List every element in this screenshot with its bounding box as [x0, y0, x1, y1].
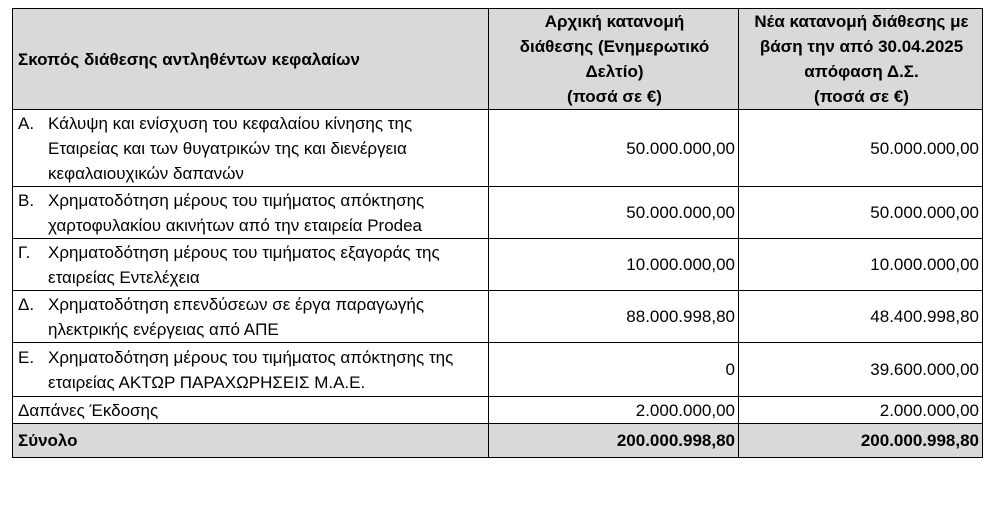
table-row [13, 187, 983, 239]
total-label: Σύνολο [13, 424, 489, 458]
item-description: Χρηματοδότηση επενδύσεων σε έργα παραγωγής ηλεκτρικής ενέργειας από ΑΠΕ [48, 294, 425, 339]
table-row [13, 239, 983, 291]
header-initial-line: Αρχική κατανομή [544, 12, 685, 31]
item-letter: Γ. [18, 242, 31, 262]
item-description: Κάλυψη και ενίσχυση του κεφαλαίου κίνησης της Εταιρείας και των θυγατρικών της και διενέργεια κεφαλαιουχικών δαπανών [48, 113, 413, 183]
header-new-line: απόφαση Δ.Σ. [804, 62, 919, 81]
allocation-table [12, 8, 983, 458]
new-amount: 50.000.000,00 [739, 187, 983, 239]
item-description: Χρηματοδότηση μέρους του τιμήματος εξαγοράς της εταιρείας Εντελέχεια [48, 242, 440, 287]
header-purpose: Σκοπός διάθεσης αντληθέντων κεφαλαίων [13, 9, 489, 110]
initial-amount: 88.000.998,80 [489, 291, 739, 343]
purpose-cell [13, 291, 489, 343]
expenses-initial-amount: 2.000.000,00 [489, 397, 739, 424]
item-description: Χρηματοδότηση μέρους του τιμήματος απόκτησης της εταιρείας ΑΚΤΩΡ ΠΑΡΑΧΩΡΗΣΕΙΣ Μ.Α.Ε. [48, 347, 454, 392]
item-letter: Α. [18, 113, 35, 133]
purpose-cell [13, 239, 489, 291]
item-letter: Δ. [18, 294, 35, 314]
header-initial-line: Δελτίο) [585, 62, 644, 81]
initial-amount: 50.000.000,00 [489, 187, 739, 239]
initial-amount: 10.000.000,00 [489, 239, 739, 291]
allocation-table-wrapper [12, 8, 983, 458]
new-amount: 10.000.000,00 [739, 239, 983, 291]
initial-amount: 50.000.000,00 [489, 110, 739, 187]
table-row [13, 343, 983, 397]
total-row [13, 424, 983, 458]
header-new-allocation [739, 9, 983, 110]
header-new-line: Νέα κατανομή διάθεσης με [754, 12, 969, 31]
header-initial-line: διάθεσης (Ενημερωτικό [519, 37, 710, 56]
table-row [13, 110, 983, 187]
total-initial-amount: 200.000.998,80 [489, 424, 739, 458]
purpose-cell [13, 343, 489, 397]
table-row [13, 291, 983, 343]
item-letter: Ε. [18, 347, 35, 367]
total-new-amount: 200.000.998,80 [739, 424, 983, 458]
expenses-new-amount: 2.000.000,00 [739, 397, 983, 424]
purpose-cell [13, 110, 489, 187]
header-initial-allocation [489, 9, 739, 110]
header-new-line: (ποσά σε €) [814, 87, 909, 106]
initial-amount: 0 [489, 343, 739, 397]
item-letter: Β. [18, 190, 35, 210]
header-new-line: βάση την από 30.04.2025 [759, 37, 964, 56]
expenses-label: Δαπάνες Έκδοσης [13, 397, 489, 424]
new-amount: 48.400.998,80 [739, 291, 983, 343]
table-body [13, 110, 983, 458]
item-description: Χρηματοδότηση μέρους του τιμήματος απόκτησης χαρτοφυλακίου ακινήτων από την εταιρεία Prodea [48, 190, 425, 235]
header-initial-line: (ποσά σε €) [567, 87, 662, 106]
new-amount: 50.000.000,00 [739, 110, 983, 187]
expenses-row [13, 397, 983, 424]
new-amount: 39.600.000,00 [739, 343, 983, 397]
table-header [13, 9, 983, 110]
purpose-cell [13, 187, 489, 239]
